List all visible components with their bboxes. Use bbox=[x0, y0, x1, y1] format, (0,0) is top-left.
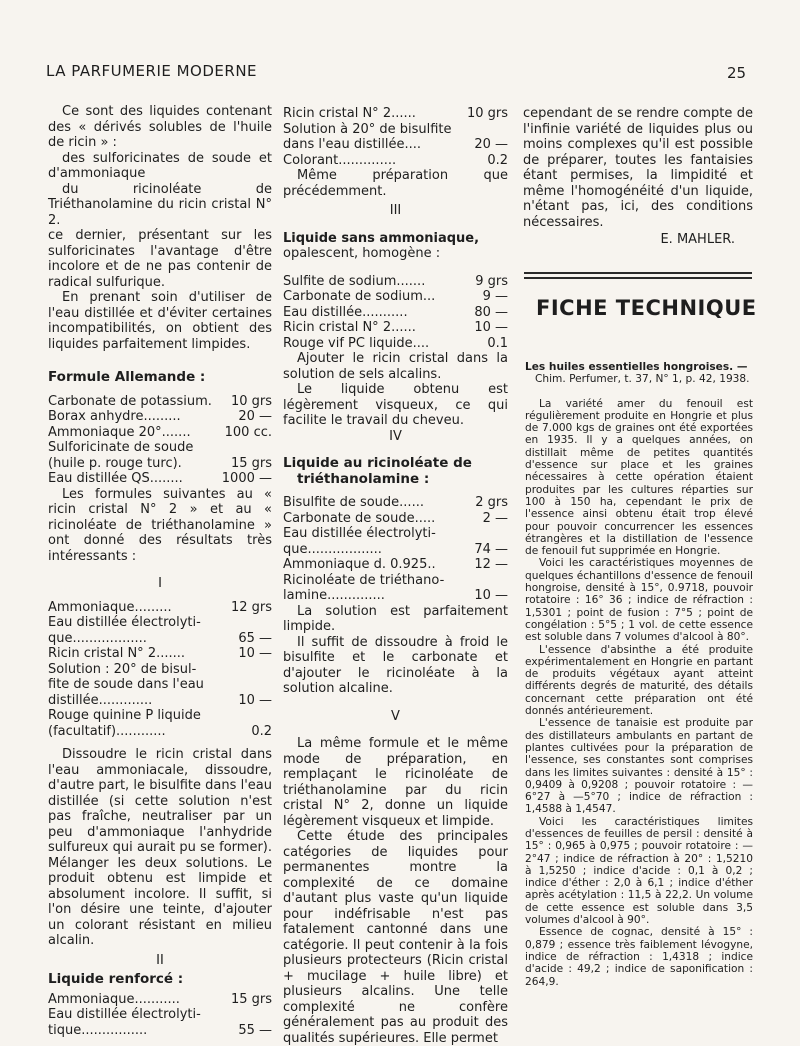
paragraph: des sulforicinates de soude et d'ammoniaque bbox=[48, 150, 272, 181]
paragraph: L'essence d'absinthe a été produite expérimentalement en Hongrie en partant de produits végétaux ayant atteint différents degrés de maturité, des détails concernant cette préparation ont été donnés antérieurement. bbox=[525, 643, 753, 718]
formula-row: Eau distillée électrolyti- bbox=[283, 526, 436, 541]
formula-row: Ammoniaque d. 0.925.. 12 — bbox=[283, 557, 508, 572]
column-3 bbox=[523, 106, 753, 248]
formula-list bbox=[283, 495, 508, 604]
formula-row: Ammoniaque 20°....... 100 cc. bbox=[48, 424, 272, 440]
formula-row: Sulforicinate de soude bbox=[48, 440, 194, 455]
formula-row: Solution : 20° de bisul- bbox=[48, 661, 197, 677]
formula-row: Sulfite de sodium....... 9 grs bbox=[283, 273, 508, 289]
formula-list bbox=[48, 394, 272, 487]
running-header: LA PARFUMERIE MODERNE bbox=[46, 62, 258, 80]
formula-row: Bisulfite de soude...... 2 grs bbox=[283, 495, 508, 510]
formula-row: Eau distillée QS........ 1000 — bbox=[48, 471, 272, 486]
paragraph: Essence de cognac, densité à 15° : 0,879 ; essence très faiblement lévogyne, indice de réfraction : 1,4318 ; indice d'acide : 49,2 ; indice de saponification : 264,9. bbox=[525, 926, 753, 988]
paragraph: La solution est parfaitement limpide. bbox=[283, 603, 508, 634]
paragraph: Dissoudre le ricin cristal dans l'eau ammoniacale, dissoudre, d'autre part, le bisulfite dans l'eau distillée (si cette solution n'est pas fraîche, neutraliser par un peu d'ammoniaque l'anhydride sulfureux qui aurait pu se former). Mélanger les deux solutions. Le produit obtenu est limpide et absolument incolore. Il suffit, si l'on désire une teinte, d'ajouter un colorant résistant en milieu alcalin. bbox=[48, 747, 272, 948]
paragraph: du ricinoléate de Triéthanolamine du ricin cristal N° 2. bbox=[48, 181, 272, 228]
paragraph: ce dernier, présentant sur les sulforicinates l'avantage d'être incolore et de ne pas contenir de radical sulfurique. bbox=[48, 228, 272, 290]
roman-numeral: I bbox=[158, 576, 162, 591]
paragraph: Le liquide obtenu est légèrement visqueux, ce qui facilite le travail du cheveu. bbox=[283, 382, 508, 428]
formula-list bbox=[48, 600, 272, 740]
reference-title: Les huiles essentielles hongroises. — bbox=[525, 361, 748, 373]
formula-row: Ricin cristal N° 2...... 10 grs bbox=[283, 106, 508, 121]
roman-numeral: III bbox=[389, 203, 402, 218]
formula-row: Carbonate de sodium... 9 — bbox=[283, 289, 508, 304]
section-title: Liquide renforcé : bbox=[48, 971, 184, 987]
formula-row: lamine.............. 10 — bbox=[283, 588, 508, 603]
paragraph: Même préparation que précédemment. bbox=[283, 168, 508, 199]
formula-row: Rouge vif PC liquide.... 0.1 bbox=[283, 335, 508, 351]
section-rule bbox=[524, 277, 752, 279]
formula-row: Eau distillée électrolyti- bbox=[48, 1007, 201, 1022]
paragraph: La même formule et le même mode de préparation, en remplaçant le ricinoléate de triéthanolamine par du ricin cristal N° 2, donne un liquide légèrement visqueux et limpide. bbox=[283, 736, 508, 829]
paragraph: L'essence de tanaisie est produite par des distillateurs ambulants en partant de plantes cultivées pour la préparation de l'essence, ses constantes sont comprises dans les limites suivantes : densité à 15° : 0,9409 à 0,9208 ; pouvoir rotatoire : —6°27 à —5°70 ; indice de réfraction : 1,4588 à 1,4547. bbox=[525, 717, 753, 816]
formula-row: Rouge quinine P liquide bbox=[48, 708, 201, 723]
paragraph: Il suffit de dissoudre à froid le bisulfite et le carbonate et d'ajouter le ricinoléate à la solution alcaline. bbox=[283, 634, 508, 696]
paragraph: Ajouter le ricin cristal dans la solution de sels alcalins. bbox=[283, 351, 508, 382]
formula-row: Carbonate de potassium. 10 grs bbox=[48, 393, 272, 409]
formula-row: (facultatif)............ 0.2 bbox=[48, 723, 272, 739]
formula-list bbox=[283, 106, 508, 168]
paragraph: cependant de se rendre compte de l'infinie variété de liquides plus ou moins complexes qu'il est possible de préparer, toutes les fantaisies étant permises, la limpidité et même l'homogénéité d'un liquide, n'étant pas, ici, des conditions nécessaires. bbox=[523, 106, 753, 230]
section-title: Formule Allemande : bbox=[48, 369, 206, 385]
paragraph: La variété amer du fenouil est régulièrement produite en Hongrie et plus de 7.000 kgs de graines ont été exportées en 1935. Il y a quelques années, on distillait même de petites quantités d'essence sur place et les graines nécessaires à cette opération étaient produites par les cultures réparties sur 100 à 150 ha, cependant le prix de l'essence ainsi obtenu était trop élevé pour pouvoir concurrencer les essences étrangères et la distillation de l'essence de fenouil fut supprimée en Hongrie. bbox=[525, 397, 753, 558]
paragraph: Cette étude des principales catégories de liquides pour permanentes montre la complexité de ce domaine d'autant plus vaste qu'un liquide pour indéfrisable n'est pas fatalement cantonné dans une catégorie. Il peut contenir à la fois plusieurs protecteurs (Ricin cristal + mucilage + huile libre) et plusieurs alcalins. Une telle complexité ne confère généralement pas au produit des qualités supérieures. Elle permet bbox=[283, 829, 508, 1046]
page-number: 25 bbox=[727, 64, 747, 82]
formula-row: Solution à 20° de bisulfite bbox=[283, 121, 452, 137]
formula-list bbox=[283, 274, 508, 352]
formula-row: dans l'eau distillée.... 20 — bbox=[283, 137, 508, 152]
section-heading: FICHE TECHNIQUE bbox=[536, 296, 757, 320]
formula-row: que.................. 65 — bbox=[48, 630, 272, 646]
paragraph: Voici les caractéristiques limites d'essences de feuilles de persil : densité à 15° : 0,965 à 0,975 ; pouvoir rotatoire : —2°47 ; indice de réfraction à 20° : 1,5210 à 1,5250 ; indice d'acide : 0,1 à 0,2 ; indice d'éther : 2,0 à 6,1 ; indice d'éther après acétylation : 11,5 à 22,2. Un volume de cette essence est soluble dans 3,5 volumes d'alcool à 90°. bbox=[525, 815, 753, 927]
formula-row: Ammoniaque........... 15 grs bbox=[48, 991, 272, 1007]
roman-numeral: II bbox=[156, 952, 164, 968]
formula-row: Colorant.............. 0.2 bbox=[283, 152, 508, 168]
formula-row: Ricinoléate de triéthano- bbox=[283, 572, 445, 588]
formula-row: Eau distillée électrolyti- bbox=[48, 615, 201, 630]
column-2 bbox=[283, 106, 508, 1046]
section-title: Liquide sans ammoniaque, opalescent, homogène : bbox=[283, 230, 480, 261]
paragraph: Les formules suivantes au « ricin cristal N° 2 » et au « ricinoléate de triéthanolamine » ont donné des résultats très intéressants : bbox=[48, 486, 272, 564]
formula-list bbox=[48, 992, 272, 1039]
formula-row: que.................. 74 — bbox=[283, 541, 508, 557]
roman-numeral: IV bbox=[389, 428, 402, 444]
paragraph: En prenant soin d'utiliser de l'eau distillée et d'éviter certaines incompatibilités, on obtient des liquides parfaitement limpides. bbox=[48, 290, 272, 352]
reference-source: Chim. Perfumer, t. 37, N° 1, p. 42, 1938. bbox=[535, 373, 750, 386]
formula-row: Carbonate de soude..... 2 — bbox=[283, 510, 508, 526]
formula-row: distillée............. 10 — bbox=[48, 692, 272, 708]
section-title: Liquide au ricinoléate de triéthanolamine : bbox=[283, 455, 472, 487]
formula-row: Ammoniaque......... 12 grs bbox=[48, 599, 272, 615]
formula-row: Eau distillée........... 80 — bbox=[283, 304, 508, 320]
author-signature: E. MAHLER. bbox=[660, 232, 735, 247]
paragraph: Voici les caractéristiques moyennes de quelques échantillons d'essence de fenouil hongroise, densité à 15°, 0.9718, pouvoir rotatoire : 16° 36 ; indice de réfraction : 1,5301 ; point de fusion : 7°5 ; point de congélation : 5°5 ; 1 vol. de cette essence est soluble dans 7 volumes d'alcool à 80°. bbox=[525, 557, 753, 644]
formula-row: tique................ 55 — bbox=[48, 1022, 272, 1038]
formula-row: Borax anhydre......... 20 — bbox=[48, 409, 272, 424]
formula-row: (huile p. rouge turc). 15 grs bbox=[48, 455, 272, 471]
column-1 bbox=[48, 104, 272, 1038]
formula-row: Ricin cristal N° 2....... 10 — bbox=[48, 646, 272, 661]
formula-row: fite de soude dans l'eau bbox=[48, 677, 204, 692]
paragraph: Ce sont des liquides contenant des « dérivés solubles de l'huile de ricin » : bbox=[48, 104, 272, 150]
section-rule bbox=[524, 272, 752, 274]
technical-notes bbox=[525, 361, 753, 988]
roman-numeral: V bbox=[391, 708, 400, 724]
formula-row: Ricin cristal N° 2...... 10 — bbox=[283, 320, 508, 335]
